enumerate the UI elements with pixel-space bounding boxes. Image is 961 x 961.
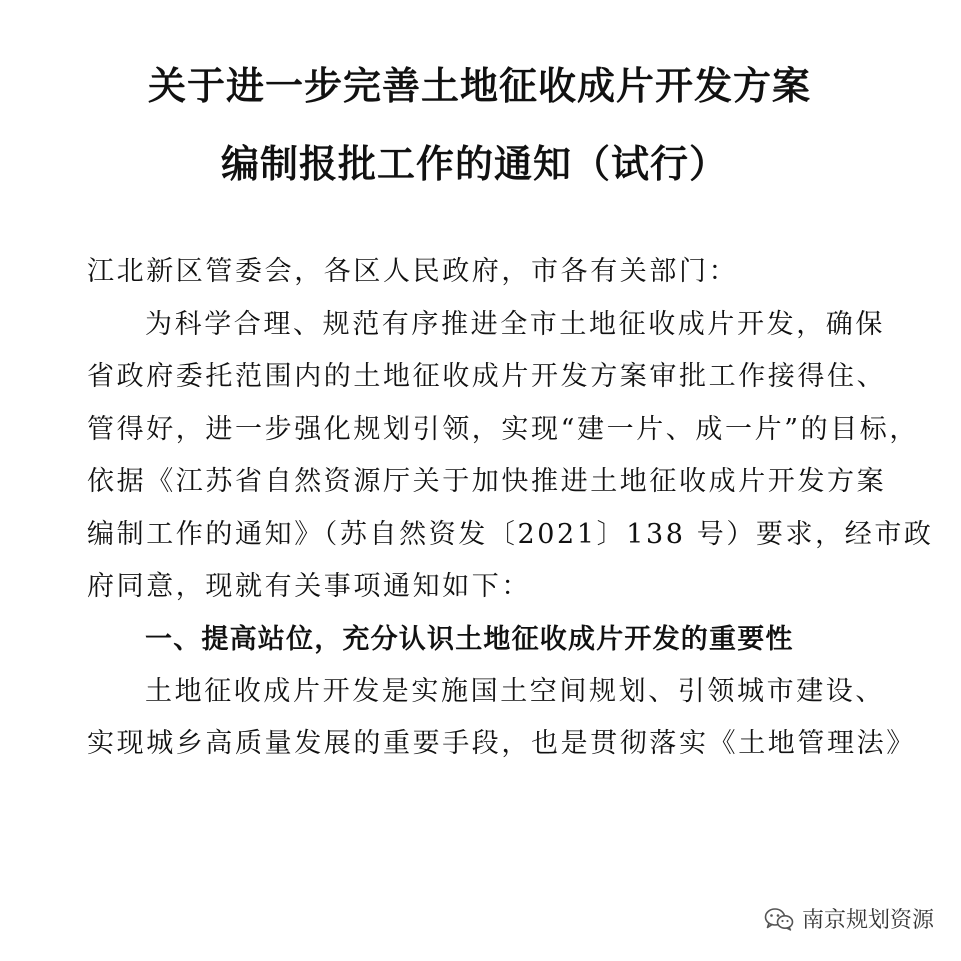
watermark xyxy=(764,903,934,934)
paragraph-1-line-2: 省政府委托范围内的土地征收成片开发方案审批工作接得住、 xyxy=(87,361,887,392)
document-title-line-2: 编制报批工作的通知（试行） xyxy=(220,141,728,186)
document-title-line-1: 关于进一步完善土地征收成片开发方案 xyxy=(147,63,811,108)
salutation: 江北新区管委会，各区人民政府，市各有关部门： xyxy=(87,256,739,287)
paragraph-1-line-3: 管得好，进一步强化规划引领，实现“建一片、成一片”的目标， xyxy=(87,414,920,445)
paragraph-1-line-5: 编制工作的通知》（苏自然资发〔2021〕138 号）要求，经市政 xyxy=(87,519,934,550)
paragraph-1-line-4: 依据《江苏省自然资源厅关于加快推进土地征收成片开发方案 xyxy=(87,466,887,497)
paragraph-2-line-2: 实现城乡高质量发展的重要手段，也是贯彻落实《土地管理法》 xyxy=(87,728,916,759)
paragraph-1-line-6: 府同意，现就有关事项通知如下： xyxy=(87,571,531,602)
paragraph-2-line-1: 土地征收成片开发是实施国土空间规划、引领城市建设、 xyxy=(145,676,885,707)
paragraph-1-line-1: 为科学合理、规范有序推进全市土地征收成片开发，确保 xyxy=(145,309,885,340)
section-1-heading: 一、提高站位，充分认识土地征收成片开发的重要性 xyxy=(145,624,794,655)
watermark-text: 南京规划资源 xyxy=(801,908,934,933)
wechat-icon xyxy=(764,907,794,931)
